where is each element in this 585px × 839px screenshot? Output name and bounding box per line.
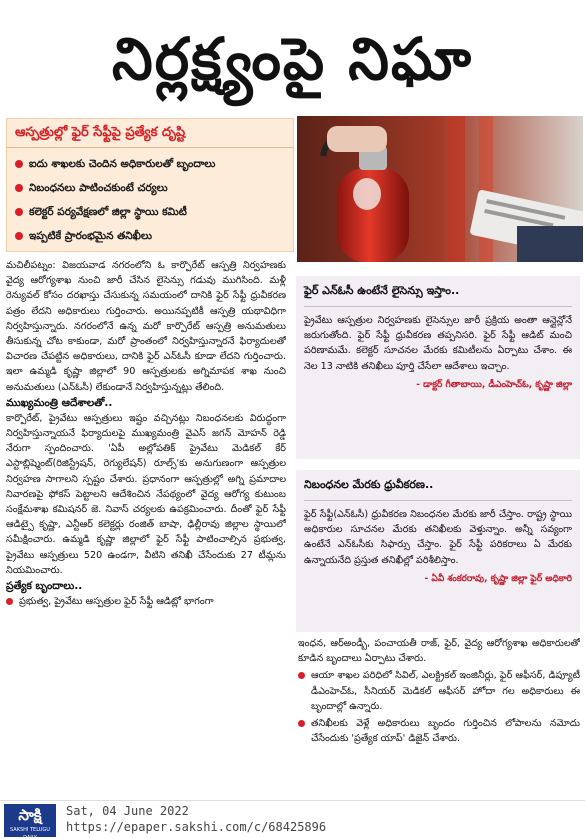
bullet-icon <box>298 720 305 727</box>
bullet-icon <box>15 184 23 192</box>
quote-title: నిబంధనల మేరకు ధ్రువీకరణ.. <box>304 478 572 501</box>
quote-box-dmho <box>296 276 580 459</box>
sakshi-logo[interactable]: సాక్షి SAKSHI TELUGU DAILY <box>4 804 56 837</box>
article-paragraph: ఇంధన, ఆర్అండ్బీ, పంచాయతీ రాజ్, ఫైర్, వైద్య ఆరోగ్యశాఖ అధికారులతో కూడిన బృందాలు ఏర్పాటు చేశారు. <box>298 638 580 665</box>
highlight-item: ఐదు శాఖలకు చెందిన అధికారులతో బృందాలు <box>15 152 285 176</box>
fire-extinguisher-illustration <box>297 116 583 262</box>
edition-date: Sat, 04 June 2022 <box>66 804 189 818</box>
article-paragraph: కార్పొరేట్, ప్రైవేటు ఆస్పత్రులు ఇష్టం వచ్చినట్లు నిబంధనలకు విరుద్ధంగా నిర్వహిస్తున్నాయనే ఫిర్యాదులపై ముఖ్యమంత్రి వైఎస్ జగన్ మోహన్ రెడ్డి నేరుగా స్పందించారు. 'ఏపీ అల్లోపతిక్ ప్రైవేటు మెడికల్ కేర్ ఎస్టాబ్లిష్మెంట్(రిజిస్ట్రేషన్, రెగ్యులేషన్) రూల్స్'కు అనుగుణంగా ఆస్పత్రుల నిర్వహణ సాగాలని స్పష్టం చేశారు. ప్రధానంగా ఆస్పత్రుల్లో అగ్ని ప్రమాదాల నివారణపై ఫోకస్ పెట్టాలని ఆదేశించిన నేపథ్యంలో వైద్య ఆరోగ్య కుటుంబ సంక్షేమశాఖ కమిషనర్ జె. నివాస్ చర్యలకు ఉపక్రమించారు. దీంతో ఫైర్ సేఫ్టీ ఆడిట్పై కృష్ణా, ఎన్టీఆర్ కలెక్టర్లు రంజిత్ బాషా, ఢిల్లీరావు జిల్లాల స్థాయిలో సమీక్షించారు. ఉమ్మడి కృష్ణా జిల్లాలో ఫైర్ సేఫ్టీ పాటించాల్సిన ప్రభుత్వ, ప్రైవేటు ఆస్పత్రులు 520 ఉండగా, వీటిని తనిఖీ చేసేందుకు 27 టీమ్లను నియమించారు. <box>6 412 286 576</box>
article-subhead: ముఖ్యమంత్రి ఆదేశాలతో.. <box>6 396 113 409</box>
highlight-item: కలెక్టర్ పర్యవేక్షణలో జిల్లా స్థాయి కమిటీ <box>15 200 285 224</box>
bullet-icon <box>15 160 23 168</box>
quote-signature: - డాక్టర్ గీతాబాయి, డీఎంహెచ్ఓ, కృష్ణా జిల్లా <box>416 379 572 390</box>
headline: నిర్లక్ష్యంపై నిఘా <box>112 25 473 93</box>
highlight-item: నిబంధనలు పాటించకుంటే చర్యలు <box>15 176 285 200</box>
article-body <box>6 258 286 798</box>
quote-text: ఫైర్ సేఫ్టీ(ఎన్ఓసీ) ధ్రువీకరణ నిబంధనల మేరకు జారీ చేస్తాం. రాష్ట్ర స్థాయి అధికారుల సూచనల మేరకు తనిఖీలకు వెళ్తున్నాం. అన్నీ సవ్యంగా ఉంటేనే ఎన్ఓసీకు సిఫార్సు చేస్తాం. ఫైర్ సేఫ్టీ పరికరాలు ఏ మేరకు ఉన్నాయనేది ప్రస్తుత తనిఖీల్లో పరిశీలిస్తాం. <box>304 509 572 566</box>
fire-extinguisher-photo <box>297 116 583 262</box>
highlight-item: ఇప్పటికే ప్రారంభమైన తనిఖీలు <box>15 224 285 248</box>
quote-text: ప్రైవేటు ఆస్పత్రుల నిర్వహణకు లైసెన్సుల జారీ ప్రక్రియ అంతా ఆన్లైన్లోనే జరుగుతోంది. ఫైర్ సేఫ్టీ ధ్రువీకరణ తప్పనిసరి. ఫైర్ సేఫ్టీ ఆడిట్ మంచి పరిణామమే. కలెక్టర్ సూచనల మేరకు కమిటీలను ఏర్పాటు చేశాం. ఈ నెల 13 నాటికి తనిఖీలు పూర్తి చేసేలా ఆదేశాలు ఇచ్చాం. <box>304 315 572 372</box>
article-bullet: ప్రభుత్వ, ప్రైవేటు ఆస్పత్రుల ఫైర్ సేఫ్టీ ఆడిట్లో భాగంగా <box>6 594 286 609</box>
article-subhead: ప్రత్యేక బృందాలు.. <box>6 580 83 593</box>
article-bullet: ఆయా శాఖల పరిధిలో సివిల్, ఎలక్ట్రికల్ ఇంజినీర్లు, ఫైర్ ఆఫీసర్, డిప్యూటీ డీఎంహెచ్ఓ, సీనియర్ మెడికల్ ఆఫీసర్ హోదా గల అధికారులు ఈ బృందాల్లో ఉన్నారు. <box>298 668 580 714</box>
bullet-icon <box>15 232 23 240</box>
bullet-icon <box>298 672 305 679</box>
epaper-link[interactable]: https://epaper.sakshi.com/c/68425896 <box>66 820 327 834</box>
quote-title: ఫైర్ ఎన్ఓసీ ఉంటేనే లైసెన్సు ఇస్తాం.. <box>304 284 572 307</box>
quote-signature: - ఏవీ శంకరరావు, కృష్ణా జిల్లా ఫైర్ అధికారి <box>424 573 572 584</box>
quote-box-fire-officer <box>296 470 580 632</box>
highlights-title: ఆస్పత్రుల్లో ఫైర్ సేఫ్టీపై ప్రత్యేక దృష్టి <box>7 119 293 148</box>
footer <box>0 800 585 839</box>
highlights-box <box>6 118 294 252</box>
article-paragraph: మచిలీపట్నం: విజయవాడ నగరంలోని ఓ కార్పొరేట్ ఆస్పత్రి నిర్వహణకు వైద్య ఆరోగ్యశాఖ నుంచి జారీ చేసిన లైసెన్సు గడువు ముగిసింది. మళ్లీ రెన్యువల్ కోసం దరఖాస్తు చేసుకున్న సమయంలో దానికి ఫైర్ సేఫ్టీ ధ్రువీకరణ పత్రం లేదని అధికారులు గుర్తించారు. అయినప్పటికీ ఆస్పత్రి యథావిధిగా నిర్వహిస్తున్నారు. నగరంలోనే ఉన్న మరో కార్పొరేట్ ఆస్పత్రి అనుమతులు తీసుకున్న చోట కాకుండా, మరో ప్రాంతంలో నిర్వహిస్తున్నారనే ఫిర్యాదులతో విచారణ చేపట్టిన అధికారులు, దానికి ఫైర్ ఎన్ఓసీ కూడా లేదని గుర్తించారు. ఇలా ఉమ్మడి కృష్ణా జిల్లాలో 90 ఆస్పత్రులకు అగ్నిమాపక శాఖ నుంచి అనుమతులు (ఎన్ఓసీ) లేకుండానే నిర్వహిస్తున్నట్లు తేలింది. <box>6 260 286 393</box>
article-continued <box>298 636 580 796</box>
highlights-list <box>7 148 293 252</box>
article-bullet: తనిఖీలకు వెళ్లే అధికారులు బృందం గుర్తించిన లోపాలను నమోదు చేసేందుకు 'ప్రత్యేక యాప్' డిజైన్ చేశారు. <box>298 716 580 746</box>
bullet-icon <box>6 598 13 605</box>
bullet-icon <box>15 208 23 216</box>
